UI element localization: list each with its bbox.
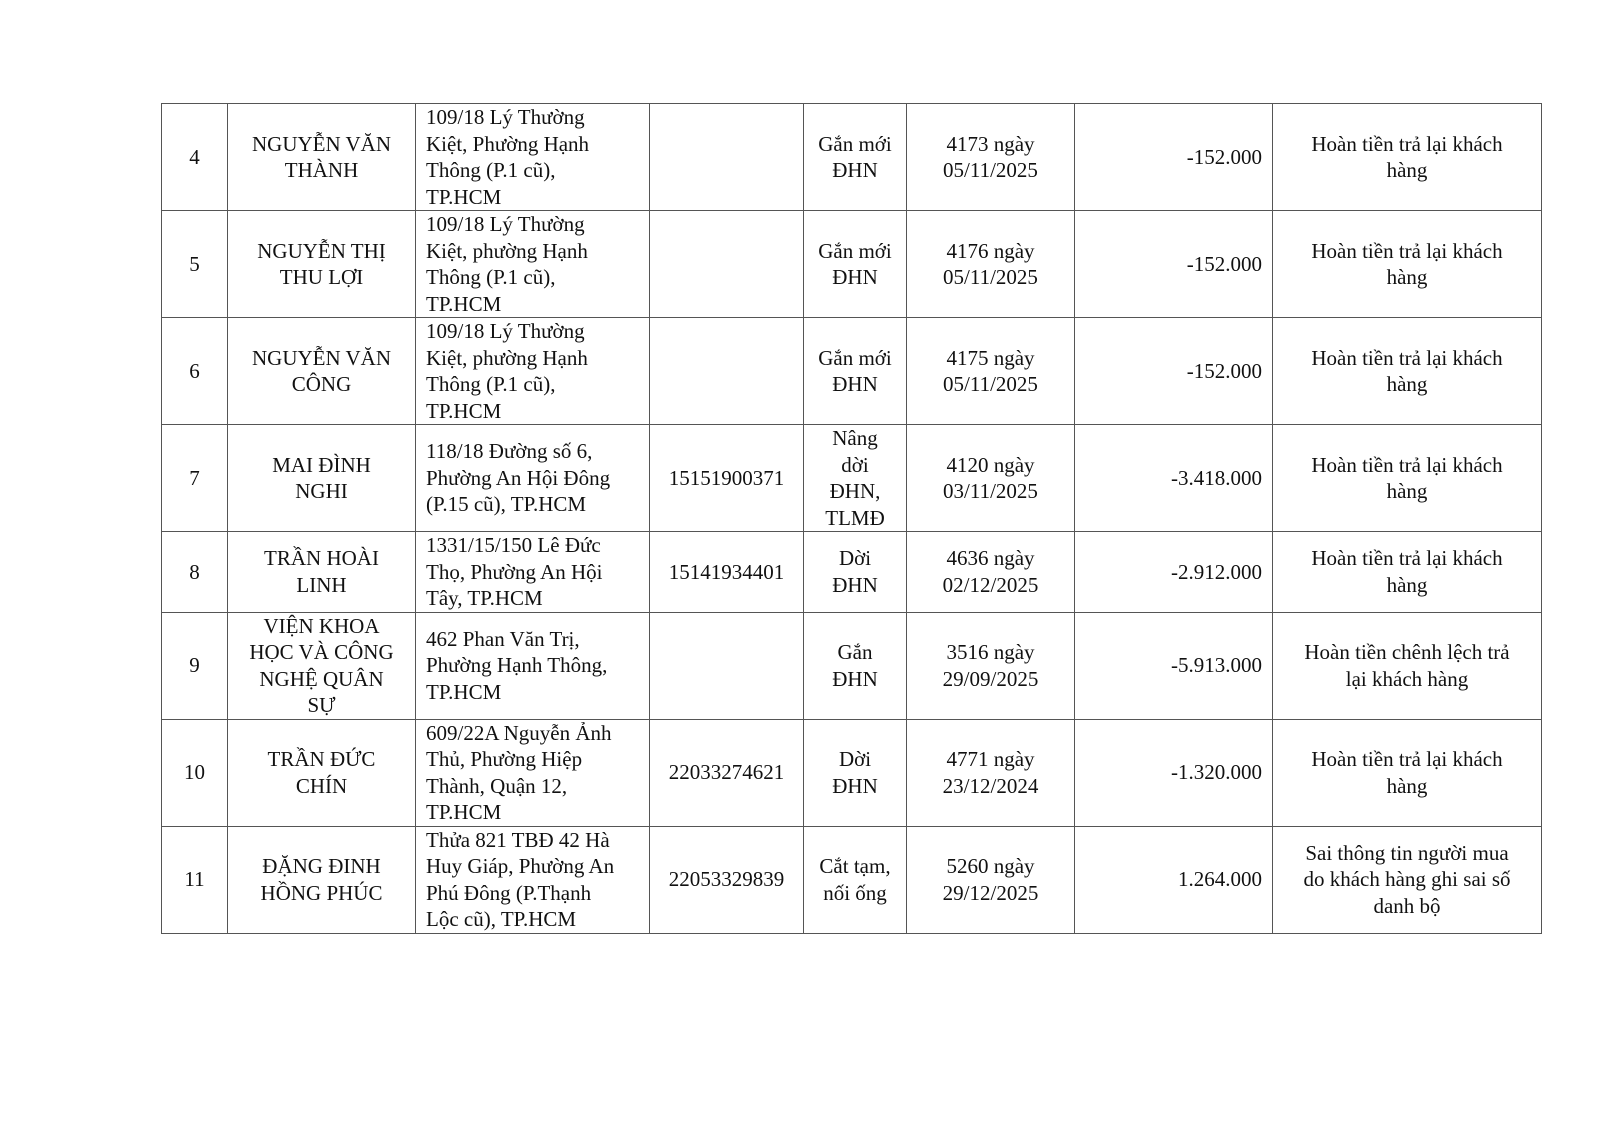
- amount-cell: -152.000: [1075, 104, 1273, 211]
- customer-name-cell: ĐẶNG ĐINH HỒNG PHÚC: [228, 826, 416, 933]
- amount-cell: -152.000: [1075, 318, 1273, 425]
- amount-cell: -152.000: [1075, 211, 1273, 318]
- table-row: [162, 719, 1542, 826]
- row-number-cell: 7: [162, 425, 228, 532]
- table-row: [162, 826, 1542, 933]
- account-code-cell: 15151900371: [650, 425, 804, 532]
- note-cell: Hoàn tiền trả lại khách hàng: [1273, 719, 1542, 826]
- row-number-cell: 11: [162, 826, 228, 933]
- table-row: [162, 211, 1542, 318]
- note-cell: Hoàn tiền trả lại khách hàng: [1273, 318, 1542, 425]
- address-cell: 609/22A Nguyễn Ảnh Thủ, Phường Hiệp Thành, Quận 12, TP.HCM: [416, 719, 650, 826]
- amount-cell: 1.264.000: [1075, 826, 1273, 933]
- invoice-cell: 3516 ngày 29/09/2025: [907, 612, 1075, 719]
- note-cell: Hoàn tiền trả lại khách hàng: [1273, 425, 1542, 532]
- work-type-cell: Gắn ĐHN: [804, 612, 907, 719]
- customer-name-cell: VIỆN KHOA HỌC VÀ CÔNG NGHỆ QUÂN SỰ: [228, 612, 416, 719]
- address-cell: Thửa 821 TBĐ 42 Hà Huy Giáp, Phường An Phú Đông (P.Thạnh Lộc cũ), TP.HCM: [416, 826, 650, 933]
- account-code-cell: [650, 104, 804, 211]
- customer-name-cell: NGUYỄN VĂN THÀNH: [228, 104, 416, 211]
- row-number-cell: 6: [162, 318, 228, 425]
- table-row: [162, 612, 1542, 719]
- work-type-cell: Dời ĐHN: [804, 719, 907, 826]
- customer-name-cell: MAI ĐÌNH NGHI: [228, 425, 416, 532]
- work-type-cell: Dời ĐHN: [804, 532, 907, 613]
- row-number-cell: 10: [162, 719, 228, 826]
- address-cell: 118/18 Đường số 6, Phường An Hội Đông (P.15 cũ), TP.HCM: [416, 425, 650, 532]
- address-cell: 1331/15/150 Lê Đức Thọ, Phường An Hội Tây, TP.HCM: [416, 532, 650, 613]
- address-cell: 462 Phan Văn Trị, Phường Hạnh Thông, TP.HCM: [416, 612, 650, 719]
- work-type-cell: Cắt tạm, nối ống: [804, 826, 907, 933]
- table-row: [162, 425, 1542, 532]
- note-cell: Hoàn tiền chênh lệch trả lại khách hàng: [1273, 612, 1542, 719]
- work-type-cell: Gắn mới ĐHN: [804, 211, 907, 318]
- amount-cell: -1.320.000: [1075, 719, 1273, 826]
- invoice-cell: 4771 ngày 23/12/2024: [907, 719, 1075, 826]
- note-cell: Hoàn tiền trả lại khách hàng: [1273, 104, 1542, 211]
- row-number-cell: 8: [162, 532, 228, 613]
- table-row: [162, 104, 1542, 211]
- customer-name-cell: NGUYỄN VĂN CÔNG: [228, 318, 416, 425]
- address-cell: 109/18 Lý Thường Kiệt, Phường Hạnh Thông (P.1 cũ), TP.HCM: [416, 104, 650, 211]
- table-row: [162, 532, 1542, 613]
- customer-name-cell: NGUYỄN THỊ THU LỢI: [228, 211, 416, 318]
- invoice-cell: 4173 ngày 05/11/2025: [907, 104, 1075, 211]
- invoice-cell: 5260 ngày 29/12/2025: [907, 826, 1075, 933]
- customer-name-cell: TRẦN HOÀI LINH: [228, 532, 416, 613]
- table-row: [162, 318, 1542, 425]
- account-code-cell: [650, 211, 804, 318]
- note-cell: Hoàn tiền trả lại khách hàng: [1273, 211, 1542, 318]
- note-cell: Sai thông tin người mua do khách hàng ghi sai số danh bộ: [1273, 826, 1542, 933]
- amount-cell: -5.913.000: [1075, 612, 1273, 719]
- address-cell: 109/18 Lý Thường Kiệt, phường Hạnh Thông (P.1 cũ), TP.HCM: [416, 211, 650, 318]
- work-type-cell: Nâng dời ĐHN, TLMĐ: [804, 425, 907, 532]
- invoice-cell: 4175 ngày 05/11/2025: [907, 318, 1075, 425]
- amount-cell: -3.418.000: [1075, 425, 1273, 532]
- row-number-cell: 4: [162, 104, 228, 211]
- work-type-cell: Gắn mới ĐHN: [804, 104, 907, 211]
- note-cell: Hoàn tiền trả lại khách hàng: [1273, 532, 1542, 613]
- account-code-cell: 15141934401: [650, 532, 804, 613]
- work-type-cell: Gắn mới ĐHN: [804, 318, 907, 425]
- account-code-cell: [650, 612, 804, 719]
- account-code-cell: [650, 318, 804, 425]
- table-body: [162, 104, 1542, 934]
- row-number-cell: 5: [162, 211, 228, 318]
- invoice-cell: 4636 ngày 02/12/2025: [907, 532, 1075, 613]
- refund-table: [161, 103, 1542, 934]
- customer-name-cell: TRẦN ĐỨC CHÍN: [228, 719, 416, 826]
- account-code-cell: 22033274621: [650, 719, 804, 826]
- account-code-cell: 22053329839: [650, 826, 804, 933]
- invoice-cell: 4176 ngày 05/11/2025: [907, 211, 1075, 318]
- address-cell: 109/18 Lý Thường Kiệt, phường Hạnh Thông (P.1 cũ), TP.HCM: [416, 318, 650, 425]
- invoice-cell: 4120 ngày 03/11/2025: [907, 425, 1075, 532]
- row-number-cell: 9: [162, 612, 228, 719]
- amount-cell: -2.912.000: [1075, 532, 1273, 613]
